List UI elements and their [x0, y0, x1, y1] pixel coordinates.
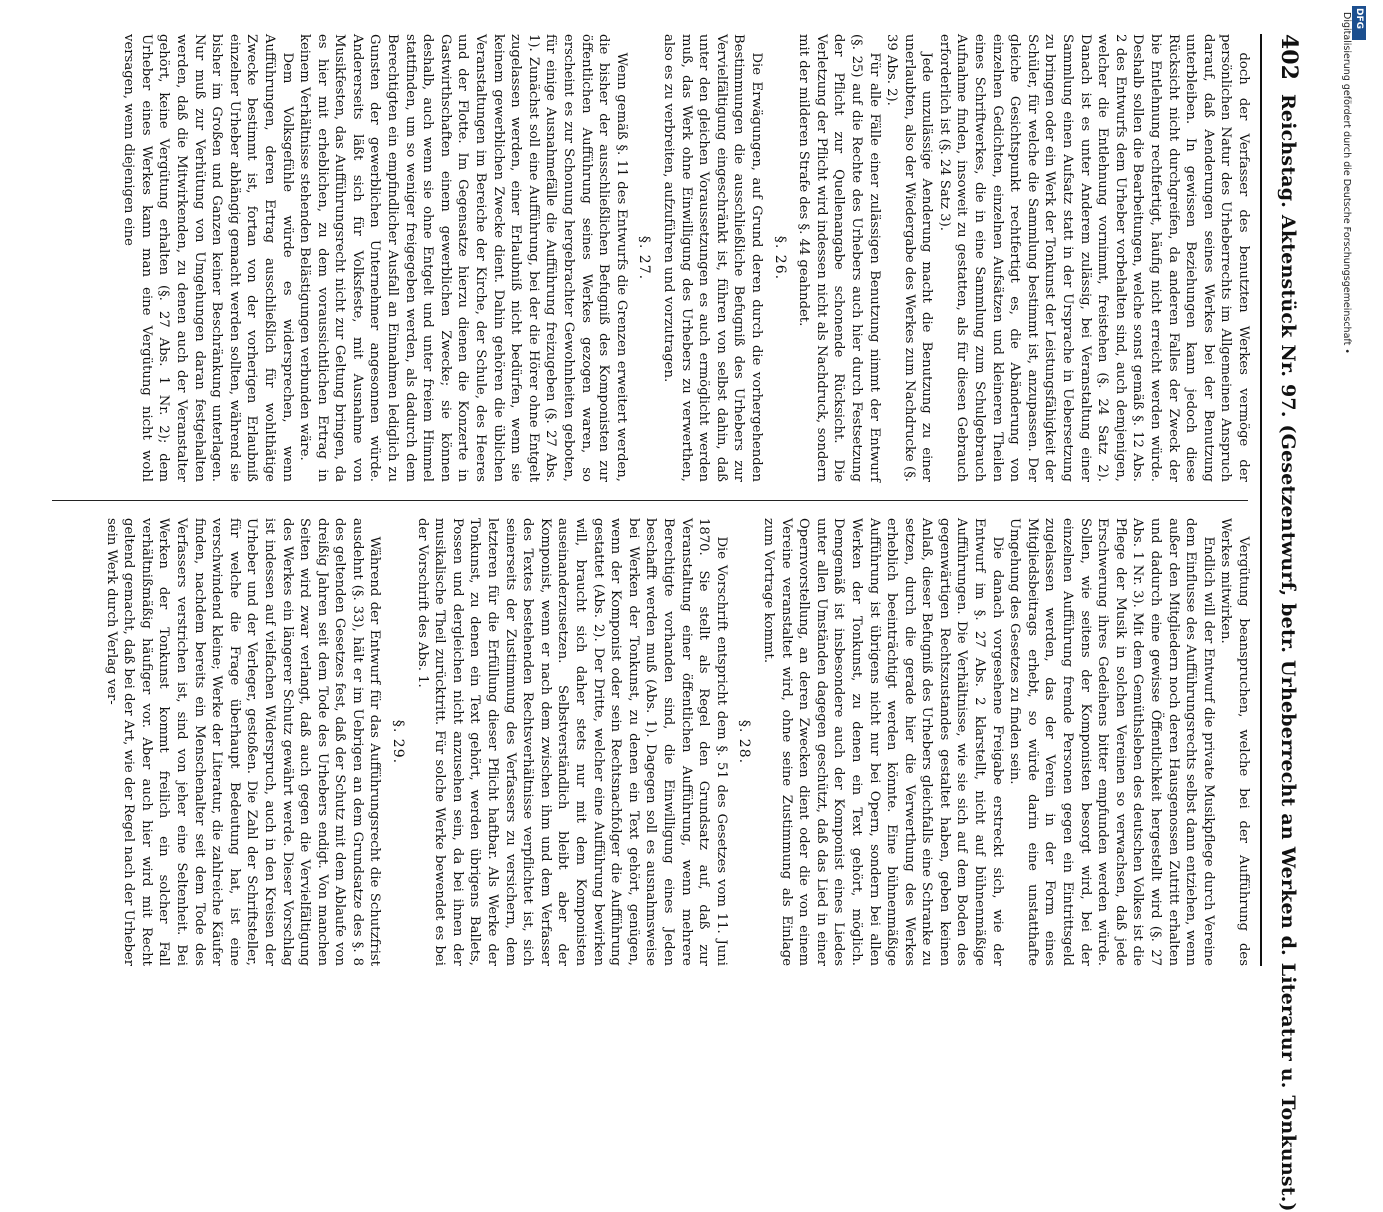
paragraph: Vergütung beanspruchen, welche bei der Aufführung des Werkes mitwirken.	[1218, 518, 1251, 966]
section-heading: §. 26.	[771, 235, 788, 281]
paragraph: Die Vorschrift entspricht dem §. 51 des Gesetzes vom 11. Juni 1870. Sie stellt als Regel den Grundsatz auf, daß zur Veranstaltung einer öffentlichen Aufführung, wenn mehrere Berechtigte vorhanden sind, die Einwilligung eines Jeden beschafft werden muß (Abs. 1). Dagegen soll es ausnahmsweise bei Werken der Tonkunst, zu denen ein Text gehört, genügen, wenn der Komponist oder sein Rechtsnachfolger die Aufführung gestattet (Abs. 2). Der Dritte, welcher eine Aufführung bewirken will, braucht sich daher stets nur mit dem Komponisten auseinanderzusetzen. Selbstverständlich bleibt aber der Komponist, wenn er nach dem zwischen ihm und dem Verfasser des Textes bestehenden Rechtsverhältnisse verpflichtet ist, sich seinerseits der Zustimmung des Verfassers zu versichern, dem letzteren für die Erfüllung dieser Pflicht haftbar. Als Werke der Tonkunst, zu denen ein Text gehört, werden übrigens Ballets, Possen und dergleichen nicht anzusehen sein, da bei ihnen der musikalische Theil zurücktritt. Für solche Werke bewendet es bei der Vorschrift des Abs. 1.	[414, 518, 729, 966]
column-divider	[52, 500, 1248, 501]
digitization-credit: Digitalisierung gefördert durch die Deutsche Forschungsgemeinschaft •	[1341, 12, 1352, 354]
paragraph: doch der Verfasser des benutzten Werkes vermöge der persönlichen Natur des Urheberrechts im Allgemeinen Anspruch darauf, daß Aenderungen seines Werkes bei der Benutzung unterbleiben. In gewissen Beziehungen kann jedoch diese Rücksicht nicht durchgreifen, da anderen Falles der Zweck der bie Entlehnung rechtfertigt, häufig nicht erreicht werden würde. Deshalb sollen die Bearbeitungen, welche sonst gemäß §. 12 Abs. 2 des Entwurfs dem Urheber vorbehalten sind, auch demjenigen, welcher die Entlehnung vornimmt, freistehen (§. 24 Satz 2). Danach ist es unter Anderem zulässig, bei Veranstaltung einer Sammlung einen Aufsatz statt in der Ursprache in Uebersetzung zu bringen oder ein Werk der Tonkunst der Leistungsfähigkeit der Schüler, für welche die Sammlung bestimmt ist, anzupassen. Der gleiche Gesichtspunkt rechtfertigt es, die Abänderung von einzelnen Gedichten, einzelnen Aufsätzen und kleineren Theilen eines Schriftwerkes, die in eine Sammlung zum Schulgebrauch Aufnahme finden, insoweit zu gestatten, als für diesen Gebrauch erforderlich ist (§. 24 Satz 3).	[936, 34, 1251, 482]
running-title: Reichstag. Aktenstück Nr. 97. (Gesetzentwurf, betr. Urheberrecht an Werken d. Literatur u. Tonkunst.)	[1277, 93, 1299, 1212]
paragraph: Wenn gemäß §. 11 des Entwurfs die Grenzen erweitert werden, die bisher der ausschließlichen Befugniß des Komponisten zur öffentlichen Aufführung seines Werkes gezogen waren, so erscheint es zur Schonung hergebrachter Gewohnheiten geboten, für einige Ausnahmefälle die Aufführung freizugeben (§. 27 Abs. 1). Zunächst soll eine Aufführung, bei der die Hörer ohne Entgelt zugelassen werden, einer Erlaubniß nicht bedürfen, wenn sie keinem gewerblichen Zwecke dient. Dahin gehören die üblichen Veranstaltungen im Bereiche der Kirche, der Schule, des Heeres und der Flotte. Im Gegensatze hierzu dienen die Konzerte in Gastwirthschaften einem gewerblichen Zwecke; sie können deshalb, auch wenn sie ohne Entgelt und unter freiem Himmel stattfinden, um so weniger freigegeben werden, als dadurch dem Berechtigten ein empfindlicher Ausfall an Einnahmen lediglich zu Gunsten der gewerblichen Unternehmer angesonnen würde. Andererseits läßt sich für Volksfeste, mit Ausnahme von Musikfesten, das Aufführungsrecht nicht zur Geltung bringen, da es hier mit erheblichen, zu dem voraussichtlichen Ertrag in keinem Verhältnisse stehenden Belästigungen verbunden wäre.	[297, 34, 629, 482]
dfg-logo-text: DFG	[1354, 8, 1364, 30]
text-columns	[52, 34, 1252, 966]
section-heading: §. 29.	[390, 719, 407, 765]
dfg-logo	[1352, 6, 1366, 40]
paragraph: Die danach vorgesehene Freigabe erstreckt sich, wie der Entwurf im §. 27 Abs. 2 klarstellt, nicht auf bühnenmäßige Aufführungen. Die Verhältnisse, wie sie sich auf dem Boden des gegenwärtigen Rechtszustandes gestaltet haben, geben keinen Anlaß, dieser Befugniß des Urhebers gleichfalls eine Schranke zu setzen, durch die gerade hier die Verwerthung des Werkes erheblich beeinträchtigt werden könnte. Eine bühnenmäßige Aufführung ist übrigens nicht nur bei Opern, sondern bei allen Werken der Tonkunst, zu denen ein Text gehört, möglich. Demgemäß ist insbesondere auch der Komponist eines Liedes unter allen Umständen dagegen geschützt, daß das Lied in einer Opernvorstellung, an deren Zwecken dient oder die von einem Vereine veranstaltet wird, ohne seine Zustimmung als Einlage zum Vortrage kommt.	[760, 518, 1005, 966]
section-heading: §. 28.	[736, 719, 753, 765]
page-header	[1260, 34, 1302, 1212]
paragraph: Für alle Fälle einer zulässigen Benutzung nimmt der Entwurf (§. 25) auf die Rechte des Urhebers auch hier durch Festsetzung der Pflicht zur Quellenangabe schonende Rücksicht. Die Verletzung der Pflicht wird indessen nicht als Nachdruck, sondern mit der milderen Strafe des §. 44 geahndet.	[796, 34, 882, 482]
paragraph: Die Erwägungen, auf Grund deren durch die vorhergehenden Bestimmungen die ausschließliche Befugniß des Urhebers zur Vervielfältigung eingeschränkt ist, führen von selbst dahin, daß unter den gleichen Voraussetzungen es auch ermöglicht werden muß, das Werk ohne Einwilligung des Urhebers zu verwerthen, also es zu verbreiten, aufzuführen und vorzutragen.	[661, 34, 764, 482]
paragraph: Jede unzulässige Aenderung macht die Benutzung zu einer unerlaubten, also der Wiedergabe des Werkes zum Nachdrucke (§. 39 Abs. 2).	[884, 34, 935, 482]
left-column	[52, 34, 1252, 482]
rotated-document-page	[30, 0, 1330, 1212]
paragraph: Dem Volksgefühle würde es widersprechen, wenn Aufführungen, deren Ertrag ausschließlich für wohlthätige Zwecke bestimmt ist, fortan von der vorherigen Erlaubniß einzelner Urheber abhängig gemacht werden sollten, während sie bisher im Großen und Ganzen keiner Beschränkung unterlagen. Nur muß zur Verhütung von Umgehungen daran festgehalten werden, daß die Mitwirkenden, zu denen auch der Veranstalter gehört, keine Vergütung erhalten (§. 27 Abs. 1 Nr. 2); dem Urheber eines Werkes kann man eine Vergütung nicht wohl versagen, wenn diejenigen eine	[121, 34, 295, 482]
page-number: 402	[1276, 34, 1302, 80]
section-heading: §. 27.	[636, 235, 653, 281]
right-column	[52, 518, 1252, 966]
paragraph: Endlich will der Entwurf die private Musikpflege durch Vereine dem Einflusse des Aufführungsrechts selbst dann entziehen, wenn außer den Mitgliedern noch deren Hausgenossen Zutritt erhalten und dadurch eine gewisse Öffentlichkeit hergestellt wird (§. 27 Abs. 1 Nr. 3). Mit dem Gemüthsleben des deutschen Volkes ist die Pflege der Musik in solchen Vereinen so verwachsen, daß jede Erschwerung ihres Gedeihens bitter empfunden werden würde. Sollen, wie seitens der Komponisten besorgt wird, bei der einzelnen Aufführung fremde Personen gegen ein Eintrittsgeld zugelassen werden, das der Verein in der Form eines Mitgliedsbeitrags erhebt, so würde darin eine unstatthafte Umgehung des Gesetzes zu finden sein.	[1007, 518, 1216, 966]
paragraph: Während der Entwurf für das Aufführungsrecht die Schutzfrist ausdehnt (§. 33), hält er im Uebrigen an dem Grundsatze des §. 8 des geltenden Gesetzes fest, daß der Schutz mit dem Ablaufe von dreißig Jahren seit dem Tode des Urhebers endigt. Von manchen Seiten wird zwar verlangt, daß auch gegen die Vervielfältigung des Werkes ein längerer Schutz gewährt werde. Dieser Vorschlag ist indessen auf vielfachen Widerspruch, auch in den Kreisen der Urheber und der Verleger, gestoßen. Die Zahl der Schriftsteller, für welche die Frage überhaupt Bedeutung hat, ist eine verschwindend kleine; Werke der Literatur, die zahlreiche Käufer finden, nachdem bereits ein Menschenalter seit dem Tode des Verfassers verstrichen ist, sind von jeher eine Seltenheit. Bei Werken der Tonkunst kommt freilich ein solcher Fall verhältnißmäßig häufiger vor. Aber auch hier wird mit Recht geltend gemacht, daß bei der Art, wie der Regel nach der Urheber sein Werk durch Verlag ver-	[103, 518, 383, 966]
